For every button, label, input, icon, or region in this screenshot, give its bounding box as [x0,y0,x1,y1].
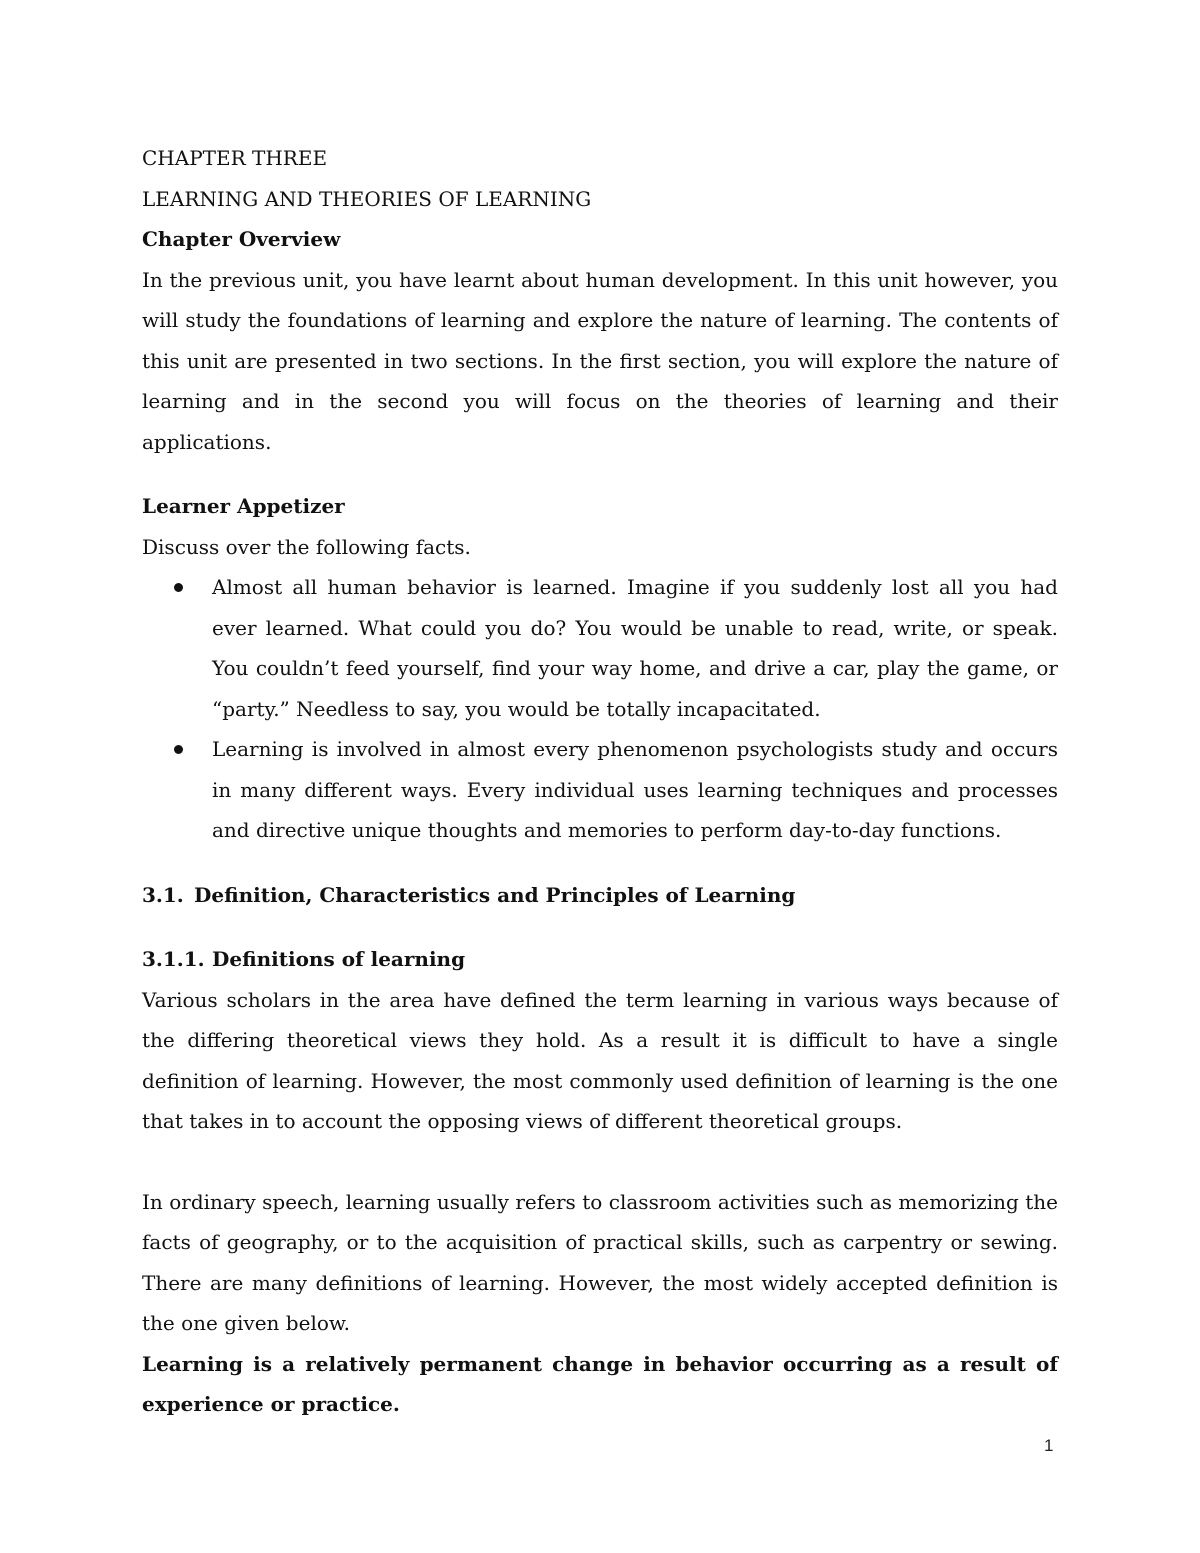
section-title: Definition, Characteristics and Principles of Learning [194,882,796,907]
spacer [142,462,1058,486]
list-item [142,567,1058,729]
section-number: 3.1.1. [142,947,205,971]
spacer [142,1142,1058,1182]
bullet-icon [174,745,183,754]
section-number: 3.1. [142,882,184,907]
spacer [142,915,1058,939]
list-item [142,729,1058,851]
section-heading-3-1-1 [142,939,1058,980]
section-title: Definitions of learning [212,947,466,971]
page-number: 1 [1044,1436,1054,1455]
page-content [142,138,1058,1425]
bullet-text: Almost all human behavior is learned. Imagine if you suddenly lost all you had ever learned. What could you do? You would be unable to read, write, or speak. You couldn’t feed yourself, find your way home, and drive a car, play the game, or “party.” Needless to say, you would be totally incapacitated. [212,575,1058,721]
definitions-paragraph-1: Various scholars in the area have defined the term learning in various ways because of the differing theoretical views they hold. As a result it is difficult to have a single definition of learning. However, the most commonly used definition of learning is the one that takes in to account the opposing views of different theoretical groups. [142,987,1058,1133]
appetizer-bullet-list [142,567,1058,851]
learning-definition: Learning is a relatively permanent change in behavior occurring as a result of experience or practice. [142,1351,1058,1416]
section-heading-3-1 [142,875,1058,916]
bullet-text: Learning is involved in almost every phenomenon psychologists study and occurs in many different ways. Every individual uses learning techniques and processes and directive unique thoughts and memories to perform day-to-day functions. [212,737,1058,842]
overview-heading: Chapter Overview [142,227,341,251]
appetizer-heading: Learner Appetizer [142,494,345,518]
chapter-title: LEARNING AND THEORIES OF LEARNING [142,186,592,211]
spacer [142,851,1058,875]
definitions-paragraph-2: In ordinary speech, learning usually refers to classroom activities such as memorizing the facts of geography, or to the acquisition of practical skills, such as carpentry or sewing. There are many definitions of learning. However, the most widely accepted definition is the one given below. [142,1189,1058,1335]
appetizer-intro: Discuss over the following facts. [142,534,471,559]
overview-paragraph: In the previous unit, you have learnt about human development. In this unit however, you will study the foundations of learning and explore the nature of learning. The contents of this unit are presented in two sections. In the first section, you will explore the nature of learning and in the second you will focus on the theories of learning and their applications. [142,267,1058,454]
bullet-icon [174,583,183,592]
chapter-label: CHAPTER THREE [142,146,328,170]
